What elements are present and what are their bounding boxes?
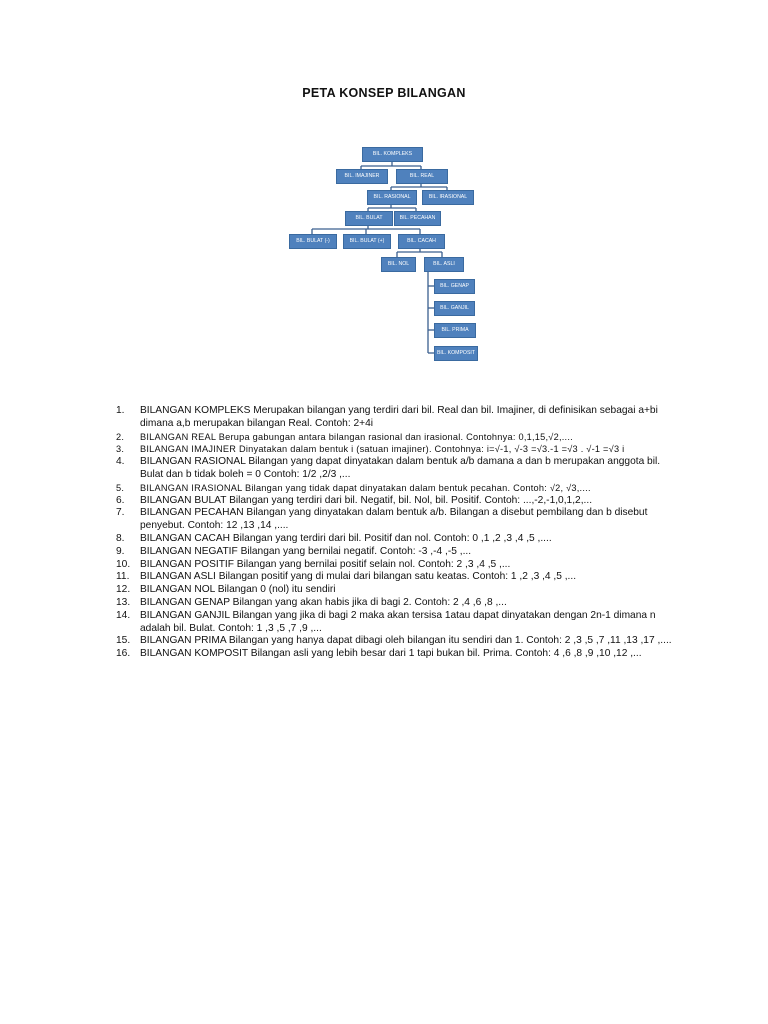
- node-bil-prima: BIL. PRIMA: [434, 323, 476, 338]
- node-bil-nol: BIL. NOL: [381, 257, 416, 272]
- list-number: 2.: [116, 431, 125, 442]
- list-text: BILANGAN KOMPLEKS Merupakan bilangan yang terdiri dari bil. Real dan bil. Imajiner, di definisikan sebagai a+bi dimana a,b merupakan bilangan Real. Contoh: 2+4i: [140, 405, 658, 429]
- list-item: [116, 431, 676, 444]
- list-item: [116, 443, 676, 456]
- list-item: [116, 597, 676, 610]
- list-item: [116, 456, 676, 482]
- list-text: BILANGAN IMAJINER Dinyatakan dalam bentuk i (satuan imajiner). Contohnya: i=√-1, √-3 =√3.-1 =√3 . √-1 =√3 i: [140, 444, 625, 455]
- list-item: [116, 405, 676, 431]
- node-bil-komposit: BIL. KOMPOSIT: [434, 346, 478, 361]
- node-bil-bulat-negatif: BIL. BULAT (-): [289, 234, 337, 249]
- list-number: 12.: [116, 584, 131, 596]
- node-bil-imajiner: BIL. IMAJINER: [336, 169, 388, 184]
- list-text: BILANGAN PECAHAN Bilangan yang dinyatakan dalam bentuk a/b. Bilangan a disebut pembilang dan b disebut penyebut. Contoh: 12 ,13 ,14 ,....: [140, 507, 648, 532]
- node-bil-real: BIL. REAL: [396, 169, 448, 184]
- node-bil-pecahan: BIL. PECAHAN: [394, 211, 441, 226]
- list-number: 6.: [116, 494, 125, 506]
- list-text: BILANGAN CACAH Bilangan yang terdiri dari bil. Positif dan nol. Contoh: 0 ,1 ,2 ,3 ,4 ,5 ,....: [140, 532, 552, 544]
- list-item: [116, 635, 676, 648]
- node-bil-rasional: BIL. RASIONAL: [367, 190, 417, 205]
- list-text: BILANGAN GENAP Bilangan yang akan habis jika di bagi 2. Contoh: 2 ,4 ,6 ,8 ,...: [140, 596, 507, 608]
- list-text: BILANGAN NOL Bilangan 0 (nol) itu sendiri: [140, 584, 336, 596]
- list-item: [116, 610, 676, 636]
- node-bil-genap: BIL. GENAP: [434, 279, 475, 294]
- list-number: 14.: [116, 609, 131, 621]
- list-number: 7.: [116, 507, 125, 519]
- list-item: [116, 533, 676, 546]
- list-item: [116, 571, 676, 584]
- node-bil-bulat: BIL. BULAT: [345, 211, 393, 226]
- list-number: 8.: [116, 532, 125, 544]
- list-number: 13.: [116, 596, 131, 608]
- list-item: [116, 482, 676, 495]
- list-text: BILANGAN KOMPOSIT Bilangan asli yang lebih besar dari 1 tapi bukan bil. Prima. Contoh: 4 ,6 ,8 ,9 ,10 ,12 ,...: [140, 648, 642, 660]
- list-text: BILANGAN BULAT Bilangan yang terdiri dari bil. Negatif, bil. Nol, bil. Positif. Contoh: ...,-2,-1,0,1,2,...: [140, 494, 593, 506]
- list-text: BILANGAN IRASIONAL Bilangan yang tidak dapat dinyatakan dalam bentuk pecahan. Contoh: √2, √3,....: [140, 482, 591, 493]
- list-item: [116, 495, 676, 508]
- list-text: BILANGAN ASLI Bilangan positif yang di mulai dari bilangan satu keatas. Contoh: 1 ,2 ,3 ,4 ,5 ,...: [140, 571, 577, 583]
- node-bil-asli: BIL. ASLI: [424, 257, 464, 272]
- list-text: BILANGAN GANJIL Bilangan yang jika di bagi 2 maka akan tersisa 1atau dapat dinyatakan dengan 2n-1 dimana n adalah bil. Bulat. Contoh: 1 ,3 ,5 ,7 ,9 ,...: [140, 609, 656, 634]
- concept-map-diagram: [0, 0, 768, 380]
- node-bil-cacah: BIL. CACAH: [398, 234, 445, 249]
- list-text: BILANGAN REAL Berupa gabungan antara bilangan rasional dan irasional. Contohnya: 0,1,15,√2,....: [140, 431, 573, 442]
- list-text: BILANGAN PRIMA Bilangan yang hanya dapat dibagi oleh bilangan itu sendiri dan 1. Contoh: 2 ,3 ,5 ,7 ,11 ,13 ,17 ,....: [140, 635, 672, 647]
- node-bil-irasional: BIL. IRASIONAL: [422, 190, 474, 205]
- list-number: 16.: [116, 648, 131, 660]
- list-number: 15.: [116, 635, 131, 647]
- list-number: 10.: [116, 558, 131, 570]
- definition-list: [116, 405, 676, 661]
- node-bil-bulat-positif: BIL. BULAT (+): [343, 234, 391, 249]
- list-text: BILANGAN RASIONAL Bilangan yang dapat dinyatakan dalam bentuk a/b damana a dan b merupakan anggota bil. Bulat dan b tidak boleh = 0 Contoh: 1/2 ,2/3 ,...: [140, 456, 661, 480]
- list-number: 11.: [116, 571, 130, 583]
- list-item: [116, 546, 676, 559]
- list-item: [116, 507, 676, 533]
- node-bil-ganjil: BIL. GANJIL: [434, 301, 475, 316]
- list-number: 9.: [116, 545, 125, 557]
- list-text: BILANGAN POSITIF Bilangan yang bernilai positif selain nol. Contoh: 2 ,3 ,4 ,5 ,...: [140, 558, 511, 570]
- node-bil-kompleks: BIL. KOMPLEKS: [362, 147, 423, 162]
- list-text: BILANGAN NEGATIF Bilangan yang bernilai negatif. Contoh: -3 ,-4 ,-5 ,...: [140, 545, 472, 557]
- list-item: [116, 584, 676, 597]
- list-number: 1.: [116, 405, 125, 416]
- list-number: 5.: [116, 482, 125, 493]
- list-item: [116, 648, 676, 661]
- list-item: [116, 559, 676, 572]
- list-number: 4.: [116, 456, 125, 468]
- list-number: 3.: [116, 444, 125, 455]
- page-title: PETA KONSEP BILANGAN: [302, 86, 466, 100]
